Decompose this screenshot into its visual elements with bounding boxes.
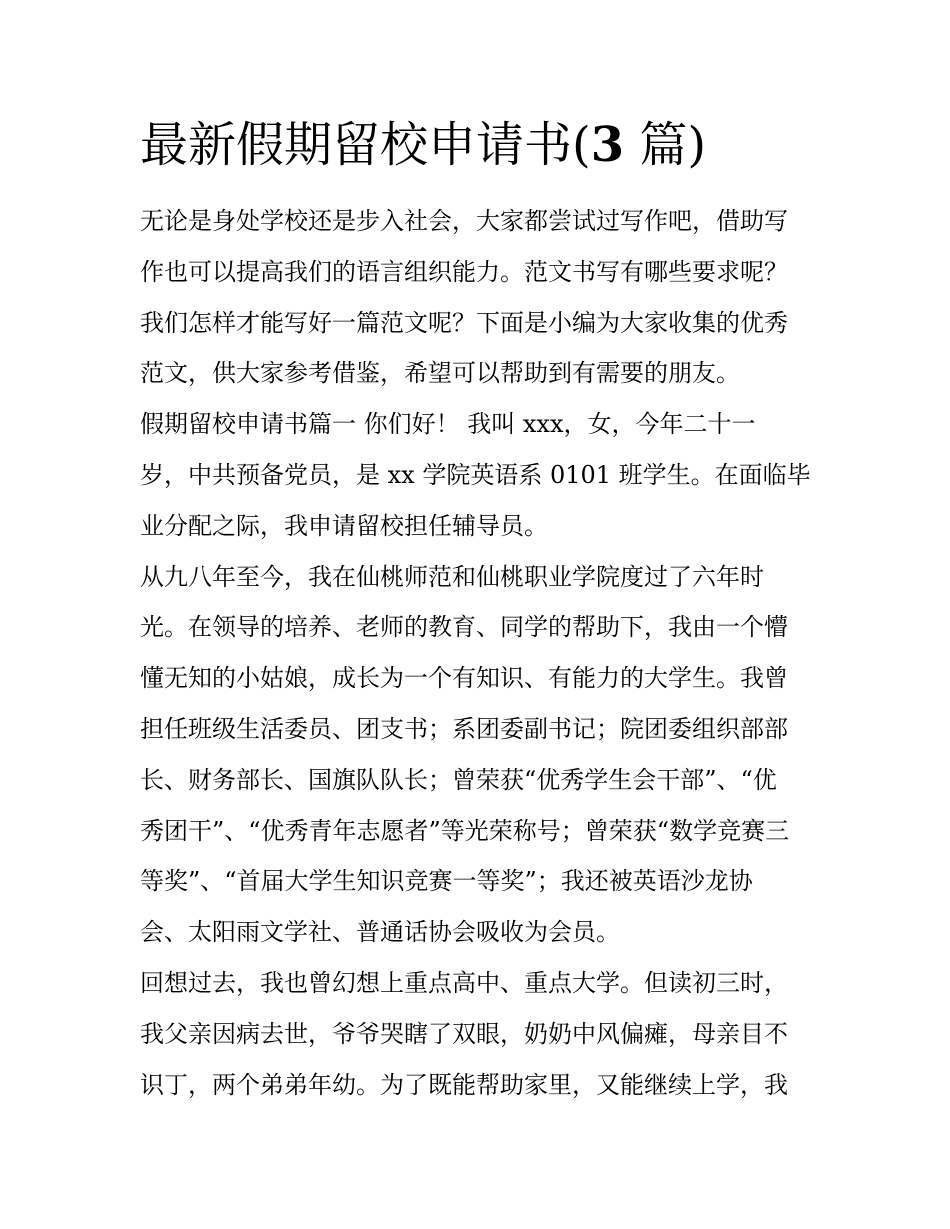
text-line: 业分配之际，我申请留校担任辅导员。 xyxy=(140,511,548,540)
text-line: 懂无知的小姑娘，成长为一个有知识、有能力的大学生。我曾 xyxy=(140,664,788,693)
paragraph-experience xyxy=(140,552,812,958)
text-line: 我们怎样才能写好一篇范文呢？下面是小编为大家收集的优秀 xyxy=(140,308,788,337)
title-suffix: 篇) xyxy=(624,117,707,173)
document-body xyxy=(140,196,812,1110)
paragraph-letter-opening xyxy=(140,399,812,551)
text-line: 岁，中共预备党员，是 xx 学院英语系 0101 班学生。在面临毕 xyxy=(140,460,811,489)
text-line: 长、财务部长、国旗队队长；曾荣获“优秀学生会干部”、“优 xyxy=(140,765,777,794)
paragraph-background xyxy=(140,958,812,1110)
text-line: 我父亲因病去世，爷爷哭瞎了双眼，奶奶中风偏瘫，母亲目不 xyxy=(140,1019,788,1048)
text-line: 回想过去，我也曾幻想上重点高中、重点大学。但读初三时， xyxy=(140,968,788,997)
text-line: 假期留校申请书篇一 你们好！ 我叫 xxx，女，今年二十一 xyxy=(140,410,756,439)
title-number: 3 xyxy=(590,117,625,173)
text-line: 光。在领导的培养、老师的教育、同学的帮助下，我由一个懵 xyxy=(140,613,788,642)
text-line: 作也可以提高我们的语言组织能力。范文书写有哪些要求呢？ xyxy=(140,257,788,286)
text-line: 担任班级生活委员、团支书；系团委副书记；院团委组织部部 xyxy=(140,714,788,743)
text-line: 从九八年至今，我在仙桃师范和仙桃职业学院度过了六年时 xyxy=(140,562,764,591)
text-line: 等奖”、“首届大学生知识竞赛一等奖”；我还被英语沙龙协 xyxy=(140,867,753,896)
text-line: 范文，供大家参考借鉴，希望可以帮助到有需要的朋友。 xyxy=(140,359,740,388)
text-line: 秀团干”、“优秀青年志愿者”等光荣称号；曾荣获“数学竞赛三 xyxy=(140,816,790,845)
title-prefix: 最新假期留校申请书( xyxy=(140,117,591,173)
text-line: 无论是身处学校还是步入社会，大家都尝试过写作吧，借助写 xyxy=(140,207,788,235)
text-line: 识丁，两个弟弟年幼。为了既能帮助家里，又能继续上学，我 xyxy=(140,1070,788,1099)
paragraph-intro xyxy=(140,196,812,399)
document-title xyxy=(140,113,820,177)
text-line: 会、太阳雨文学社、普通话协会吸收为会员。 xyxy=(140,918,620,947)
